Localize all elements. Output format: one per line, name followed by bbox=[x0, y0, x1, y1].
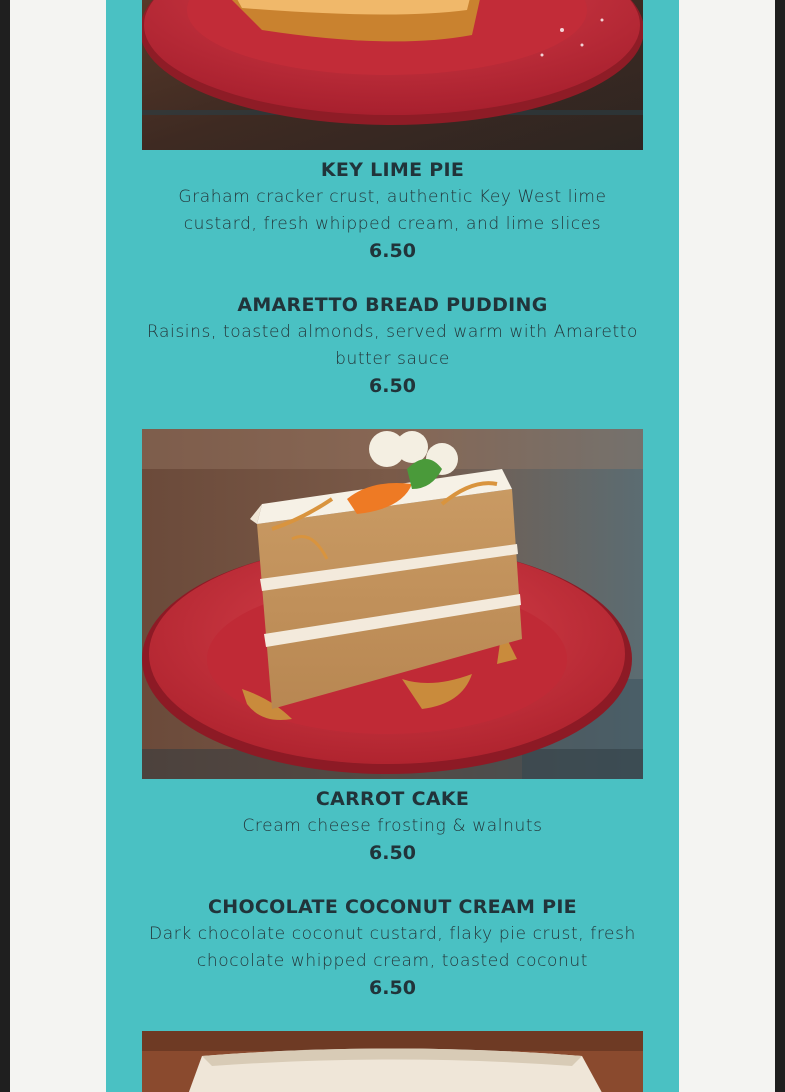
item-description: Dark chocolate coconut custard, flaky pie crust, fresh chocolate whipped cream, toasted coconut bbox=[149, 924, 636, 971]
menu-item-amaretto-bread-pudding bbox=[136, 292, 649, 400]
menu-item-carrot-cake bbox=[136, 786, 649, 867]
item-description: Cream cheese frosting & walnuts bbox=[242, 816, 543, 836]
menu-item-chocolate-coconut-cream-pie bbox=[136, 894, 649, 1002]
dessert-menu-panel bbox=[106, 0, 679, 1092]
menu-page bbox=[10, 0, 775, 1092]
item-price: 6.50 bbox=[369, 240, 416, 262]
menu-item-key-lime-pie bbox=[136, 157, 649, 265]
item-name: CARROT CAKE bbox=[315, 788, 470, 810]
key-lime-pie-photo bbox=[142, 0, 643, 150]
item-name: CHOCOLATE COCONUT CREAM PIE bbox=[208, 896, 577, 918]
item-description: Graham cracker crust, authentic Key West lime custard, fresh whipped cream, and lime slices bbox=[178, 187, 607, 234]
item-name: KEY LIME PIE bbox=[320, 159, 465, 181]
item-price: 6.50 bbox=[369, 842, 416, 864]
dessert-photo-partial bbox=[142, 1031, 643, 1092]
item-price: 6.50 bbox=[369, 977, 416, 999]
item-name: AMARETTO BREAD PUDDING bbox=[237, 294, 548, 316]
carrot-cake-photo bbox=[142, 429, 643, 779]
item-price: 6.50 bbox=[369, 375, 416, 397]
item-description: Raisins, toasted almonds, served warm with Amaretto butter sauce bbox=[146, 322, 639, 369]
